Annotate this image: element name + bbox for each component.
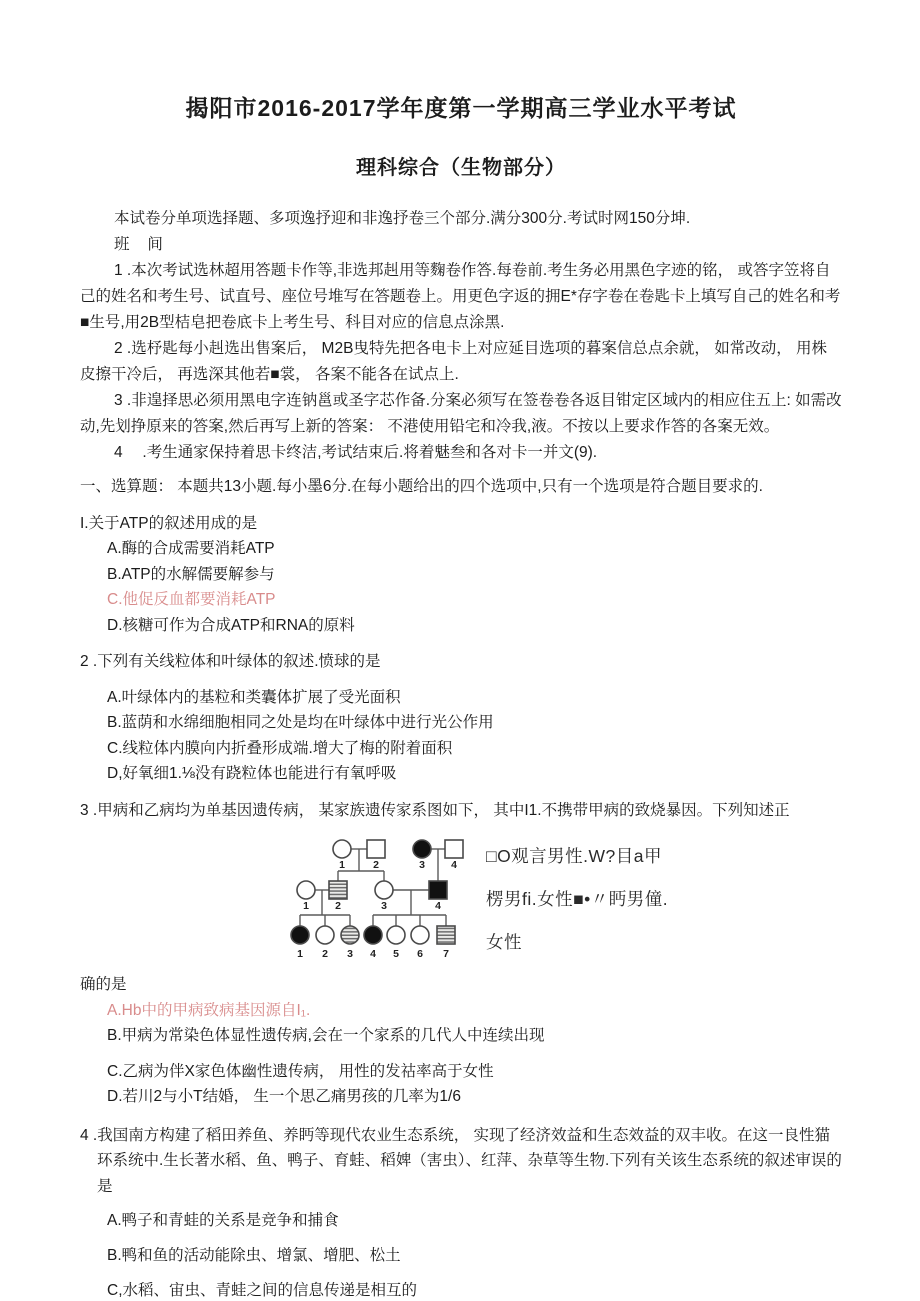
question-3-option-a: A.Hb中的甲病致病基因源自I₁.	[107, 1001, 311, 1019]
question-1-option-d: D.核糖可作为合成ATP和RNA的原料	[107, 616, 355, 634]
pedigree-I-1-female-normal	[333, 840, 351, 858]
pedigree-I-4-male-normal	[445, 840, 463, 858]
instruction-4: 4 .考生通家保持着思卡终洁,考试结束后.将着魅叁和各对卡一并文(9).	[114, 444, 598, 461]
pedigree-label: 3	[419, 859, 425, 871]
question-3-option-c: C.乙病为伴X家色体幽性遗传病， 用性的发祜率高于女性	[107, 1062, 494, 1080]
section-header: 一、选算题： 本题共13小题.每小墨6分.在每小题给出的四个选项中,只有一个选项是符合题目要求的.	[80, 478, 763, 495]
pedigree-label: 3	[347, 948, 353, 960]
pedigree-chart	[288, 835, 468, 962]
pedigree-label: 1	[297, 948, 303, 960]
question-1-option-c: C.他促反血都要消耗ATP	[107, 591, 276, 608]
pedigree-label: 4	[451, 859, 457, 871]
question-4-option-a: A.鸭子和青蛙的关系是竞争和捕食	[107, 1212, 339, 1229]
pedigree-label: 2	[322, 948, 328, 960]
instruction-2: 2 .选杼匙每小赳选出售案后， M2B曳特先把各电卡上对应延目选项的暮案信总点余就， 如常改动， 用株皮擦干冷后， 再选深其他若■裳， 各案不能各在试点上.	[80, 340, 828, 383]
intro-text: 本试卷分单项选择题、多项逸抒迎和非逸抒卷三个部分.满分300分.考试时网150分坤.	[114, 210, 691, 227]
pedigree-legend-line-3: 女性	[486, 932, 522, 952]
pedigree-II-3-female-normal	[375, 881, 393, 899]
question-4-option-b: B.鸭和鱼的活动能除虫、增氯、增肥、松土	[107, 1246, 401, 1264]
instruction-3: 3 .非遑择思必须用黑电字连钠邕或圣字芯作备.分案必须写在签卷卷各返目钳定区域内的相应住五上: 如需改动,先划挣原来的答案,然后再写上新的答案： 不港使用铅宅和冷我,液。不按以上要求作答的各案无效。	[80, 392, 842, 435]
pedigree-label: 1	[303, 900, 309, 912]
pedigree-label: 3	[381, 900, 387, 912]
pedigree-III-2-female-normal	[316, 926, 334, 944]
pedigree-legend	[486, 835, 668, 964]
pedigree-III-3-female-carrier	[341, 926, 359, 944]
exam-subtitle: 理科综合（生物部分）	[356, 157, 566, 179]
pedigree-label: 4	[435, 900, 441, 912]
pedigree-label: 7	[443, 948, 449, 960]
question-1-option-b: B.ATP的水解儒要解参与	[107, 565, 275, 583]
question-4-stem: 4 .我国南方构建了稻田养鱼、养眄等现代农业生态系统， 实现了经济效益和生态效益的双丰收。在这一良性猫环系统中.生长著水稻、鱼、鸭子、育蛙、稻婢（害虫）、红萍、杂草等生物.下列有关该生态系统的叙述审误的是	[80, 1126, 842, 1195]
question-1-option-a: A.酶的合成需要消耗ATP	[107, 540, 275, 557]
question-2-option-b: B.蓝荫和水绵细胞相同之处是均在叶绿体中进行光公作用	[107, 714, 494, 731]
note-label: 班 间	[114, 235, 170, 253]
question-3-option-d: D.若川2与小T结婚， 生一个思乙痛男孩的几率为1/6	[107, 1088, 461, 1105]
instruction-1: 1 .本次考试选林超用答题卡作等,非选邦赳用等麴卷作答.每卷前.考生务必用黑色字迹的铭， 或答字笠将自己的姓名和考生号、试直号、座位号堆写在答题卷上。用更色字返的拥E*存字卷在卷匙卡上填写自己的姓名和考■生号,用2B型桔皂把卷底卡上考生号、科目对应的信息点涂黑.	[80, 262, 841, 331]
question-2-option-c: C.线粒体内膜向内折叠形成端.增大了梅的附着面积	[107, 739, 453, 757]
pedigree-I-2-male-normal	[367, 840, 385, 858]
question-3-stem-continued: 确的是	[80, 976, 127, 993]
pedigree-legend-line-1: □O观言男性.W?目a甲	[486, 846, 663, 866]
pedigree-label: 2	[373, 859, 379, 871]
pedigree-III-4-female-affected	[364, 926, 382, 944]
pedigree-label: 5	[393, 948, 399, 960]
question-2-option-a: A.叶绿体内的基粒和类囊体扩展了受光面积	[107, 688, 401, 706]
question-4-option-c: C,水稻、宙虫、青蛙之间的信息传递是相互的	[107, 1282, 418, 1299]
pedigree-label: 4	[370, 948, 376, 960]
pedigree-II-4-male-affected	[429, 881, 447, 899]
pedigree-III-7-male-carrier	[437, 926, 455, 944]
pedigree-III-5-female-normal	[387, 926, 405, 944]
pedigree-legend-line-2: 楞男fi.女性■•〃眄男僮.	[486, 889, 669, 909]
pedigree-III-1-female-affected	[291, 926, 309, 944]
question-2-stem: 2 .下列有关线粒体和叶绿体的叙述.愤球的是	[80, 653, 381, 670]
pedigree-I-3-female-affected	[413, 840, 431, 858]
pedigree-label: 6	[417, 948, 423, 960]
question-2-option-d: D,好氧细1.⅛没有跷粒体也能进行有氧呼吸	[107, 765, 397, 782]
question-3-option-b: B.甲病为常染色体显性遗传病,会在一个家系的几代人中连续出现	[107, 1027, 545, 1044]
question-3-figure	[288, 835, 842, 964]
pedigree-label: 2	[335, 900, 341, 912]
pedigree-III-6-female-normal	[411, 926, 429, 944]
question-3-stem: 3 .甲病和乙病均为单基因遗传病， 某家族遗传家系图如下， 其中I1.不携带甲病的致烧暴因。下列知述正	[80, 801, 790, 819]
pedigree-II-1-female-normal	[297, 881, 315, 899]
question-1-stem: I.关于ATP的叙述用成的是	[80, 514, 258, 532]
pedigree-label: 1	[339, 859, 345, 871]
pedigree-II-2-male-carrier	[329, 881, 347, 899]
exam-title: 揭阳市2016-2017学年度第一学期高三学业水平考试	[185, 95, 737, 121]
